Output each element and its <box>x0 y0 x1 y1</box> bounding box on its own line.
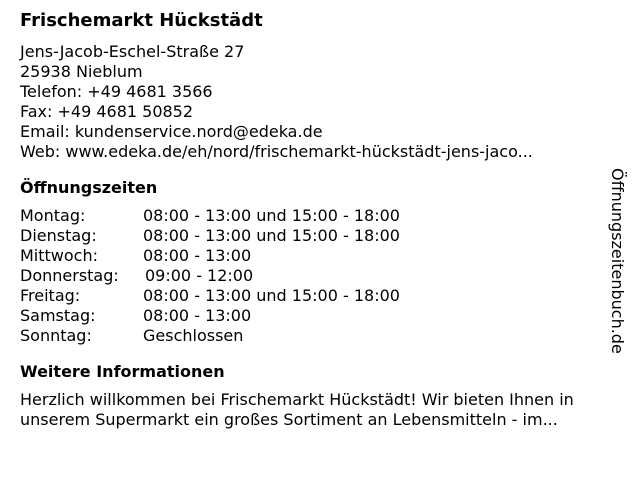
hours-time: 08:00 - 13:00 und 15:00 - 18:00 <box>143 226 400 245</box>
web-line: Web: www.edeka.de/eh/nord/frischemarkt-hückstädt-jens-jaco... <box>20 142 533 161</box>
store-address <box>20 42 620 162</box>
store-card <box>20 8 620 430</box>
hours-day: Donnerstag: <box>20 266 119 285</box>
hours-day: Mittwoch: <box>20 246 98 265</box>
hours-row <box>20 246 620 266</box>
more-info-text: Herzlich willkommen bei Frischemarkt Hückstädt! Wir bieten Ihnen in unserem Supermarkt ein großes Sortiment an Lebensmitteln - im... <box>20 390 574 429</box>
hours-time: 08:00 - 13:00 <box>143 306 252 325</box>
fax-line: Fax: +49 4681 50852 <box>20 102 194 121</box>
hours-time: 08:00 - 13:00 <box>143 246 252 265</box>
street-line: Jens-Jacob-Eschel-Straße 27 <box>20 42 245 61</box>
opening-hours-table <box>20 206 620 346</box>
store-title: Frischemarkt Hückstädt <box>20 10 263 31</box>
hours-row <box>20 286 620 306</box>
hours-time: 09:00 - 12:00 <box>145 266 254 285</box>
hours-day: Dienstag: <box>20 226 97 245</box>
phone-line: Telefon: +49 4681 3566 <box>20 82 213 101</box>
hours-day: Montag: <box>20 206 86 225</box>
city-line: 25938 Nieblum <box>20 62 143 81</box>
hours-row <box>20 206 620 226</box>
hours-row <box>20 266 620 286</box>
opening-hours-heading: Öffnungszeiten <box>20 178 158 197</box>
more-info-heading: Weitere Informationen <box>20 362 225 381</box>
hours-row <box>20 306 620 326</box>
hours-day: Freitag: <box>20 286 81 305</box>
hours-day: Sonntag: <box>20 326 92 345</box>
email-line: Email: kundenservice.nord@edeka.de <box>20 122 323 141</box>
hours-row <box>20 226 620 246</box>
hours-day: Samstag: <box>20 306 96 325</box>
hours-time: 08:00 - 13:00 und 15:00 - 18:00 <box>143 286 400 305</box>
hours-time: Geschlossen <box>143 326 244 345</box>
hours-row <box>20 326 620 346</box>
brand-watermark: Öffnungszeitenbuch.de <box>608 168 627 354</box>
hours-time: 08:00 - 13:00 und 15:00 - 18:00 <box>143 206 400 225</box>
